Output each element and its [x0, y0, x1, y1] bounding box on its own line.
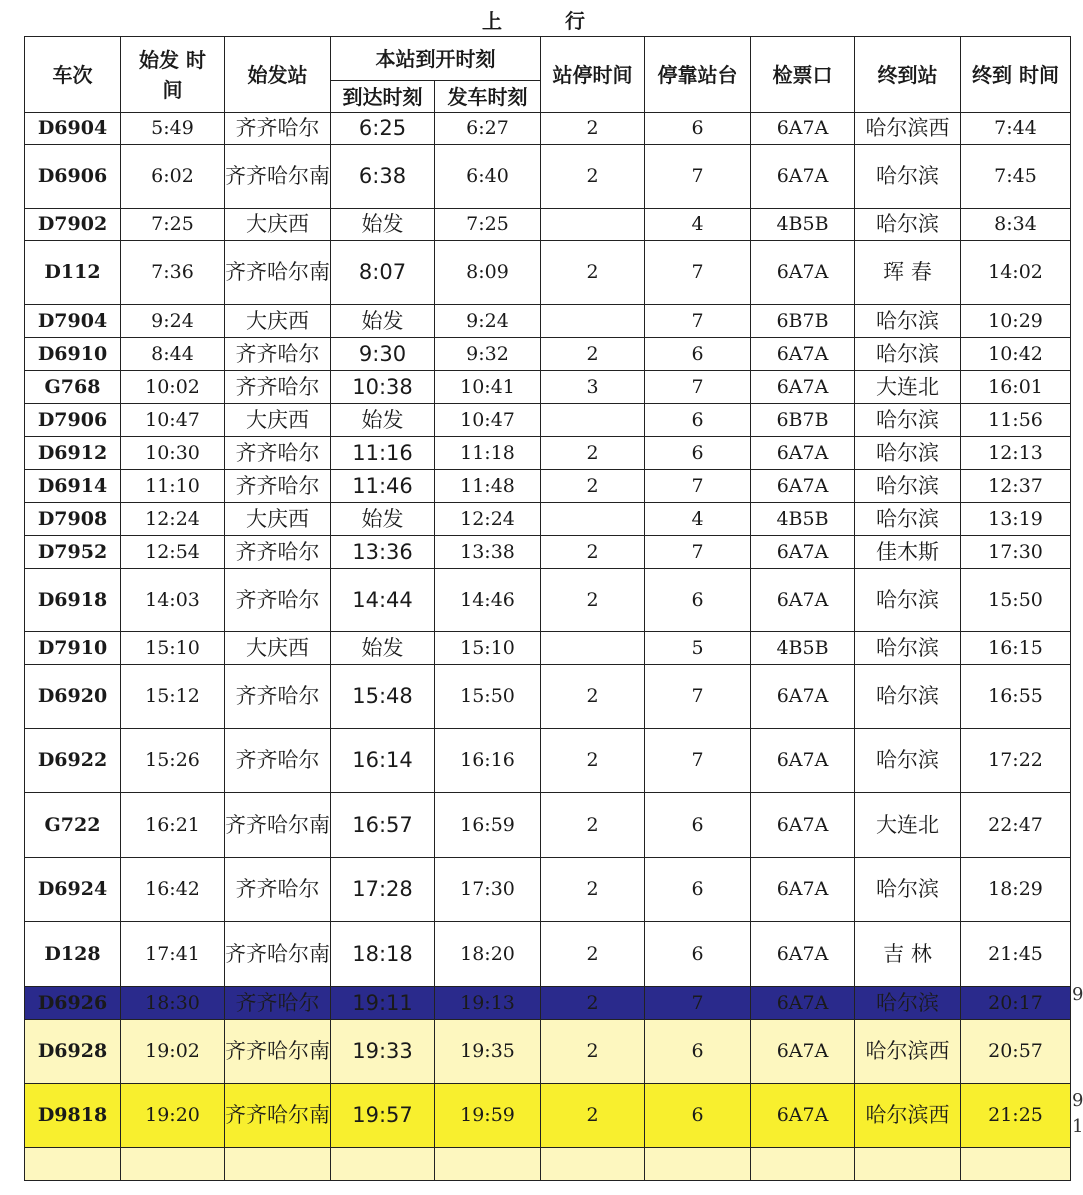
train-number-cell: D6904	[25, 113, 121, 145]
arrive-time-cell: 始发	[331, 503, 435, 536]
origin-time-cell: 10:30	[121, 437, 225, 470]
platform-cell: 7	[645, 241, 751, 305]
train-number-cell: D7908	[25, 503, 121, 536]
stop-time-cell	[541, 503, 645, 536]
train-number-cell: D7906	[25, 404, 121, 437]
terminal-station-cell: 哈尔滨	[855, 632, 961, 665]
timetable-sheet	[24, 6, 1070, 1181]
terminal-station-cell: 哈尔滨	[855, 503, 961, 536]
table-row	[25, 113, 1071, 145]
train-number-cell: D7902	[25, 209, 121, 241]
terminal-time-cell: 20:57	[961, 1020, 1071, 1084]
gate-cell: 6A7A	[751, 922, 855, 987]
depart-time-cell: 14:46	[435, 569, 541, 632]
terminal-station-cell: 哈尔滨	[855, 145, 961, 209]
terminal-station-cell: 哈尔滨	[855, 569, 961, 632]
gate-cell: 6A7A	[751, 145, 855, 209]
gate-cell: 6A7A	[751, 665, 855, 729]
gate-cell: 4B5B	[751, 209, 855, 241]
train-number-cell: D6914	[25, 470, 121, 503]
gate-cell: 6A7A	[751, 987, 855, 1020]
origin-station-cell: 齐齐哈尔	[225, 858, 331, 922]
origin-station-cell: 大庆西	[225, 209, 331, 241]
margin-note: 1	[1072, 1116, 1083, 1137]
origin-time-cell: 5:49	[121, 113, 225, 145]
empty-cell	[855, 1148, 961, 1181]
gate-cell: 6A7A	[751, 241, 855, 305]
arrive-time-cell: 始发	[331, 209, 435, 241]
stop-time-cell: 2	[541, 437, 645, 470]
platform-cell: 6	[645, 1020, 751, 1084]
table-row	[25, 338, 1071, 371]
stop-time-cell: 2	[541, 922, 645, 987]
terminal-time-cell: 17:22	[961, 729, 1071, 793]
platform-cell: 6	[645, 338, 751, 371]
depart-time-cell: 19:35	[435, 1020, 541, 1084]
platform-cell: 7	[645, 305, 751, 338]
origin-time-cell: 8:44	[121, 338, 225, 371]
origin-time-cell: 12:54	[121, 536, 225, 569]
arrive-time-cell: 19:33	[331, 1020, 435, 1084]
origin-time-cell: 15:26	[121, 729, 225, 793]
gate-cell: 6B7B	[751, 404, 855, 437]
stop-time-cell: 2	[541, 987, 645, 1020]
empty-cell	[961, 1148, 1071, 1181]
depart-time-cell: 9:24	[435, 305, 541, 338]
table-row	[25, 404, 1071, 437]
train-number-cell: D128	[25, 922, 121, 987]
terminal-time-cell: 21:45	[961, 922, 1071, 987]
platform-cell: 7	[645, 145, 751, 209]
table-row	[25, 503, 1071, 536]
terminal-station-cell: 哈尔滨西	[855, 1084, 961, 1148]
stop-time-cell: 2	[541, 793, 645, 858]
header-train-no: 车次	[25, 37, 121, 113]
header-terminal-station: 终到站	[855, 37, 961, 113]
stop-time-cell	[541, 632, 645, 665]
margin-note: 9	[1072, 984, 1083, 1005]
depart-time-cell: 15:50	[435, 665, 541, 729]
terminal-time-cell: 17:30	[961, 536, 1071, 569]
origin-station-cell: 齐齐哈尔	[225, 665, 331, 729]
origin-time-cell: 18:30	[121, 987, 225, 1020]
stop-time-cell: 2	[541, 1084, 645, 1148]
train-number-cell: D6924	[25, 858, 121, 922]
terminal-time-cell: 18:29	[961, 858, 1071, 922]
empty-cell	[751, 1148, 855, 1181]
arrive-time-cell: 8:07	[331, 241, 435, 305]
gate-cell: 6A7A	[751, 470, 855, 503]
origin-station-cell: 齐齐哈尔南	[225, 145, 331, 209]
table-row	[25, 793, 1071, 858]
terminal-time-cell: 7:44	[961, 113, 1071, 145]
stop-time-cell: 2	[541, 858, 645, 922]
empty-cell	[331, 1148, 435, 1181]
gate-cell: 6A7A	[751, 569, 855, 632]
terminal-station-cell: 哈尔滨	[855, 470, 961, 503]
train-number-cell: D112	[25, 241, 121, 305]
train-number-cell: D6906	[25, 145, 121, 209]
train-number-cell: D9818	[25, 1084, 121, 1148]
table-row	[25, 1084, 1071, 1148]
train-number-cell: D6928	[25, 1020, 121, 1084]
stop-time-cell: 2	[541, 113, 645, 145]
gate-cell: 6A7A	[751, 1020, 855, 1084]
terminal-time-cell: 20:17	[961, 987, 1071, 1020]
terminal-station-cell: 哈尔滨西	[855, 1020, 961, 1084]
platform-cell: 7	[645, 371, 751, 404]
stop-time-cell	[541, 404, 645, 437]
depart-time-cell: 7:25	[435, 209, 541, 241]
platform-cell: 6	[645, 113, 751, 145]
terminal-station-cell: 哈尔滨	[855, 305, 961, 338]
terminal-time-cell: 14:02	[961, 241, 1071, 305]
stop-time-cell	[541, 209, 645, 241]
stop-time-cell: 2	[541, 470, 645, 503]
origin-station-cell: 齐齐哈尔南	[225, 241, 331, 305]
terminal-station-cell: 哈尔滨西	[855, 113, 961, 145]
depart-time-cell: 10:41	[435, 371, 541, 404]
arrive-time-cell: 11:46	[331, 470, 435, 503]
origin-time-cell: 14:03	[121, 569, 225, 632]
arrive-time-cell: 16:57	[331, 793, 435, 858]
gate-cell: 6A7A	[751, 113, 855, 145]
platform-cell: 7	[645, 665, 751, 729]
platform-cell: 6	[645, 1084, 751, 1148]
terminal-station-cell: 哈尔滨	[855, 404, 961, 437]
table-row	[25, 1020, 1071, 1084]
origin-station-cell: 齐齐哈尔	[225, 113, 331, 145]
depart-time-cell: 11:18	[435, 437, 541, 470]
platform-cell: 6	[645, 922, 751, 987]
stop-time-cell: 3	[541, 371, 645, 404]
empty-cell	[645, 1148, 751, 1181]
platform-cell: 6	[645, 437, 751, 470]
terminal-time-cell: 22:47	[961, 793, 1071, 858]
terminal-time-cell: 11:56	[961, 404, 1071, 437]
gate-cell: 6A7A	[751, 338, 855, 371]
stop-time-cell: 2	[541, 338, 645, 371]
train-number-cell: D6926	[25, 987, 121, 1020]
terminal-station-cell: 佳木斯	[855, 536, 961, 569]
table-row	[25, 470, 1071, 503]
gate-cell: 6B7B	[751, 305, 855, 338]
terminal-time-cell: 10:29	[961, 305, 1071, 338]
origin-station-cell: 大庆西	[225, 503, 331, 536]
origin-time-cell: 19:02	[121, 1020, 225, 1084]
origin-time-cell: 7:25	[121, 209, 225, 241]
empty-cell	[541, 1148, 645, 1181]
arrive-time-cell: 6:38	[331, 145, 435, 209]
table-row	[25, 437, 1071, 470]
origin-time-cell: 10:47	[121, 404, 225, 437]
platform-cell: 4	[645, 209, 751, 241]
train-number-cell: G722	[25, 793, 121, 858]
table-row	[25, 569, 1071, 632]
platform-cell: 5	[645, 632, 751, 665]
terminal-station-cell: 哈尔滨	[855, 987, 961, 1020]
header-stop-time: 站停时间	[541, 37, 645, 113]
depart-time-cell: 9:32	[435, 338, 541, 371]
arrive-time-cell: 11:16	[331, 437, 435, 470]
gate-cell: 6A7A	[751, 858, 855, 922]
depart-time-cell: 13:38	[435, 536, 541, 569]
arrive-time-cell: 10:38	[331, 371, 435, 404]
origin-time-cell: 16:42	[121, 858, 225, 922]
gate-cell: 6A7A	[751, 437, 855, 470]
stop-time-cell: 2	[541, 241, 645, 305]
origin-station-cell: 齐齐哈尔南	[225, 1084, 331, 1148]
table-row	[25, 632, 1071, 665]
gate-cell: 6A7A	[751, 536, 855, 569]
train-number-cell: D6912	[25, 437, 121, 470]
train-number-cell: D6920	[25, 665, 121, 729]
terminal-time-cell: 7:45	[961, 145, 1071, 209]
origin-time-cell: 12:24	[121, 503, 225, 536]
origin-station-cell: 齐齐哈尔	[225, 437, 331, 470]
terminal-station-cell: 珲 春	[855, 241, 961, 305]
depart-time-cell: 15:10	[435, 632, 541, 665]
terminal-station-cell: 哈尔滨	[855, 437, 961, 470]
terminal-station-cell: 吉 林	[855, 922, 961, 987]
table-row	[25, 371, 1071, 404]
origin-time-cell: 17:41	[121, 922, 225, 987]
arrive-time-cell: 始发	[331, 305, 435, 338]
stop-time-cell: 2	[541, 729, 645, 793]
platform-cell: 7	[645, 536, 751, 569]
origin-time-cell: 6:02	[121, 145, 225, 209]
table-row	[25, 729, 1071, 793]
origin-station-cell: 大庆西	[225, 404, 331, 437]
empty-cell	[435, 1148, 541, 1181]
train-number-cell: D6922	[25, 729, 121, 793]
stop-time-cell: 2	[541, 536, 645, 569]
origin-time-cell: 11:10	[121, 470, 225, 503]
terminal-station-cell: 哈尔滨	[855, 858, 961, 922]
platform-cell: 6	[645, 793, 751, 858]
terminal-time-cell: 16:01	[961, 371, 1071, 404]
table-row	[25, 665, 1071, 729]
header-terminal-time: 终到 时间	[961, 37, 1071, 113]
header-origin-time: 始发 时间	[121, 37, 225, 113]
platform-cell: 7	[645, 987, 751, 1020]
gate-cell: 6A7A	[751, 1084, 855, 1148]
empty-row	[25, 1148, 1071, 1181]
arrive-time-cell: 15:48	[331, 665, 435, 729]
terminal-time-cell: 13:19	[961, 503, 1071, 536]
arrive-time-cell: 17:28	[331, 858, 435, 922]
depart-time-cell: 11:48	[435, 470, 541, 503]
timetable	[24, 6, 1071, 1181]
terminal-time-cell: 16:15	[961, 632, 1071, 665]
platform-cell: 6	[645, 404, 751, 437]
table-row	[25, 858, 1071, 922]
header-this-station-group: 本站到开时刻	[331, 37, 541, 81]
platform-cell: 6	[645, 569, 751, 632]
origin-time-cell: 10:02	[121, 371, 225, 404]
terminal-station-cell: 哈尔滨	[855, 729, 961, 793]
depart-time-cell: 8:09	[435, 241, 541, 305]
stop-time-cell: 2	[541, 1020, 645, 1084]
terminal-time-cell: 12:13	[961, 437, 1071, 470]
origin-station-cell: 大庆西	[225, 632, 331, 665]
arrive-time-cell: 9:30	[331, 338, 435, 371]
arrive-time-cell: 18:18	[331, 922, 435, 987]
arrive-time-cell: 6:25	[331, 113, 435, 145]
gate-cell: 6A7A	[751, 729, 855, 793]
gate-cell: 6A7A	[751, 793, 855, 858]
stop-time-cell	[541, 305, 645, 338]
stop-time-cell: 2	[541, 569, 645, 632]
platform-cell: 7	[645, 470, 751, 503]
terminal-station-cell: 大连北	[855, 371, 961, 404]
train-number-cell: D7904	[25, 305, 121, 338]
header-depart-time: 发车时刻	[435, 81, 541, 113]
platform-cell: 7	[645, 729, 751, 793]
origin-time-cell: 9:24	[121, 305, 225, 338]
arrive-time-cell: 始发	[331, 632, 435, 665]
train-number-cell: D7910	[25, 632, 121, 665]
arrive-time-cell: 19:57	[331, 1084, 435, 1148]
depart-time-cell: 19:13	[435, 987, 541, 1020]
table-row	[25, 922, 1071, 987]
origin-station-cell: 齐齐哈尔	[225, 536, 331, 569]
origin-station-cell: 齐齐哈尔	[225, 371, 331, 404]
origin-station-cell: 齐齐哈尔南	[225, 1020, 331, 1084]
platform-cell: 4	[645, 503, 751, 536]
depart-time-cell: 6:27	[435, 113, 541, 145]
header-platform: 停靠站台	[645, 37, 751, 113]
table-row	[25, 536, 1071, 569]
header-arrive-time: 到达时刻	[331, 81, 435, 113]
depart-time-cell: 10:47	[435, 404, 541, 437]
arrive-time-cell: 16:14	[331, 729, 435, 793]
header-origin-station: 始发站	[225, 37, 331, 113]
table-row	[25, 987, 1071, 1020]
train-number-cell: G768	[25, 371, 121, 404]
origin-station-cell: 齐齐哈尔	[225, 470, 331, 503]
depart-time-cell: 16:16	[435, 729, 541, 793]
train-number-cell: D7952	[25, 536, 121, 569]
origin-station-cell: 齐齐哈尔	[225, 569, 331, 632]
terminal-time-cell: 21:25	[961, 1084, 1071, 1148]
table-row	[25, 305, 1071, 338]
terminal-time-cell: 12:37	[961, 470, 1071, 503]
terminal-station-cell: 哈尔滨	[855, 338, 961, 371]
margin-note: 9	[1072, 1090, 1083, 1111]
depart-time-cell: 12:24	[435, 503, 541, 536]
header-gate: 检票口	[751, 37, 855, 113]
table-row	[25, 209, 1071, 241]
arrive-time-cell: 13:36	[331, 536, 435, 569]
empty-cell	[25, 1148, 121, 1181]
origin-station-cell: 齐齐哈尔南	[225, 793, 331, 858]
train-number-cell: D6910	[25, 338, 121, 371]
depart-time-cell: 18:20	[435, 922, 541, 987]
terminal-time-cell: 15:50	[961, 569, 1071, 632]
gate-cell: 4B5B	[751, 503, 855, 536]
gate-cell: 4B5B	[751, 632, 855, 665]
origin-time-cell: 16:21	[121, 793, 225, 858]
train-number-cell: D6918	[25, 569, 121, 632]
origin-time-cell: 19:20	[121, 1084, 225, 1148]
terminal-time-cell: 8:34	[961, 209, 1071, 241]
arrive-time-cell: 19:11	[331, 987, 435, 1020]
empty-cell	[225, 1148, 331, 1181]
depart-time-cell: 17:30	[435, 858, 541, 922]
origin-time-cell: 7:36	[121, 241, 225, 305]
origin-time-cell: 15:12	[121, 665, 225, 729]
terminal-station-cell: 大连北	[855, 793, 961, 858]
table-row	[25, 241, 1071, 305]
origin-station-cell: 齐齐哈尔南	[225, 922, 331, 987]
arrive-time-cell: 始发	[331, 404, 435, 437]
terminal-station-cell: 哈尔滨	[855, 665, 961, 729]
origin-time-cell: 15:10	[121, 632, 225, 665]
empty-cell	[121, 1148, 225, 1181]
timetable-body	[25, 113, 1071, 1181]
platform-cell: 6	[645, 858, 751, 922]
origin-station-cell: 齐齐哈尔	[225, 987, 331, 1020]
origin-station-cell: 大庆西	[225, 305, 331, 338]
table-row	[25, 145, 1071, 209]
depart-time-cell: 16:59	[435, 793, 541, 858]
terminal-time-cell: 16:55	[961, 665, 1071, 729]
arrive-time-cell: 14:44	[331, 569, 435, 632]
gate-cell: 6A7A	[751, 371, 855, 404]
terminal-time-cell: 10:42	[961, 338, 1071, 371]
depart-time-cell: 19:59	[435, 1084, 541, 1148]
table-title: 上 行	[25, 6, 1071, 37]
origin-station-cell: 齐齐哈尔	[225, 338, 331, 371]
stop-time-cell: 2	[541, 145, 645, 209]
depart-time-cell: 6:40	[435, 145, 541, 209]
stop-time-cell: 2	[541, 665, 645, 729]
origin-station-cell: 齐齐哈尔	[225, 729, 331, 793]
terminal-station-cell: 哈尔滨	[855, 209, 961, 241]
